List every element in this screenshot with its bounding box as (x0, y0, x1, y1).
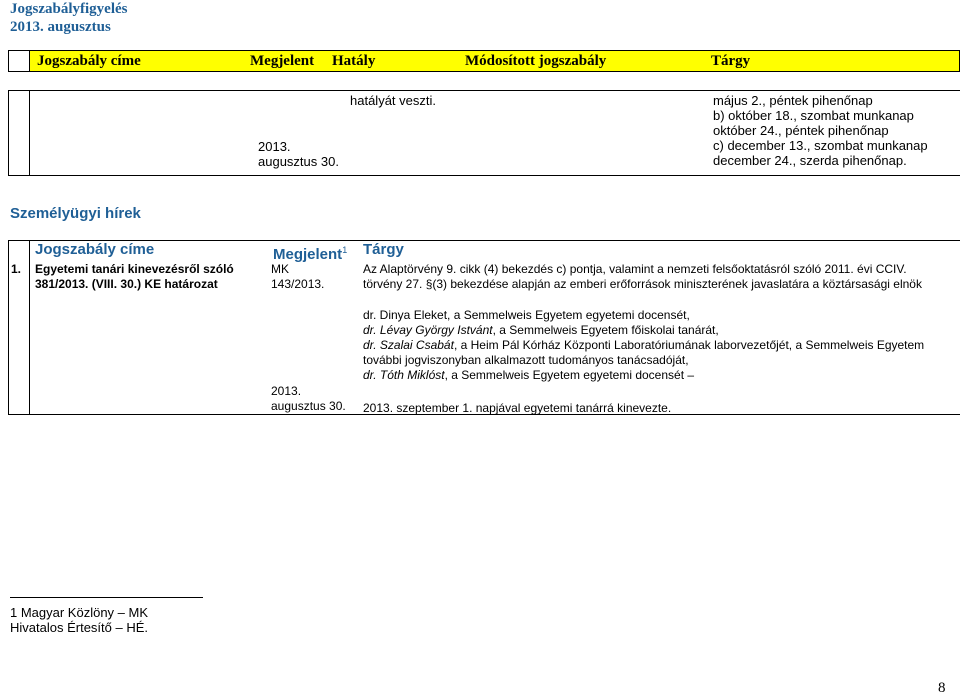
appointee-item: dr. Szalai Csabát, a Heim Pál Kórház Központi Laboratóriumának laborvezetőjét, a Semmelweis Egyetem (363, 338, 925, 352)
table1-header (8, 50, 960, 72)
table2-closing: 2013. szeptember 1. napjával egyetemi tanárrá kinevezte. (363, 401, 672, 415)
table2-date: 2013. augusztus 30. (271, 384, 346, 413)
table1-megjelent: 2013. augusztus 30. (258, 139, 339, 169)
table1-row (8, 90, 960, 176)
page-subtitle: 2013. augusztus (10, 19, 111, 35)
col-jogszabaly-cime: Jogszabály címe (37, 53, 141, 69)
appointee-item: dr. Tóth Miklóst, a Semmelweis Egyetem egyetemi docensét – (363, 368, 695, 382)
table2-megjelent: MK 143/2013. (271, 262, 325, 291)
col-targy: Tárgy (711, 53, 751, 69)
col-hataly: Hatály (332, 53, 376, 69)
table2-row-number: 1. (11, 262, 22, 276)
page-title: Jogszabályfigyelés (10, 1, 128, 17)
col-modositott-jogszabaly: Módosított jogszabály (465, 53, 607, 69)
section-title: Személyügyi hírek (10, 205, 141, 222)
col-megjelent: Megjelent (250, 53, 315, 69)
table1-header-index-cell (9, 51, 30, 71)
footnote-separator (10, 597, 203, 598)
appointee-list (363, 308, 924, 383)
table1-hataly: hatályát veszti. (350, 93, 436, 108)
page-number: 8 (938, 680, 946, 696)
table2-col-megjelent: Megjelent$^1$ (273, 245, 348, 263)
appointee-item: további jogviszonyban alkalmazott tudományos tanácsadóját, (363, 353, 689, 367)
table2-row-title: Egyetemi tanári kinevezésről szóló 381/2013. (VIII. 30.) KE határozat (35, 262, 234, 291)
footnote: 1 Magyar Közlöny – MK Hivatalos Értesítő – HÉ. (10, 605, 149, 635)
table1-targy: május 2., péntek pihenőnap b) október 18., szombat munkanap október 24., péntek pihenőnap c) december 13., szombat munkanap december 24., szerda pihenőnap. (713, 93, 928, 168)
table1-row-index-cell (9, 91, 30, 175)
table2 (8, 240, 960, 415)
appointee-item: dr. Lévay György Istvánt, a Semmelweis Egyetem főiskolai tanárát, (363, 323, 719, 337)
table2-col-targy: Tárgy (363, 241, 404, 258)
footnote-ref: 1 (342, 245, 348, 255)
table2-col-cim: Jogszabály címe (35, 241, 155, 258)
appointee-item: dr. Dinya Eleket, a Semmelweis Egyetem egyetemi docensét, (363, 308, 690, 322)
page-header (10, 0, 128, 36)
table2-targy: Az Alaptörvény 9. cikk (4) bekezdés c) pontja, valamint a nemzeti felsőoktatásról szóló 2011. évi CCIV. törvény 27. §(3) bekezdése alapján az emberi erőforrások miniszterének javaslatára a köztársasági elnök (363, 262, 922, 291)
